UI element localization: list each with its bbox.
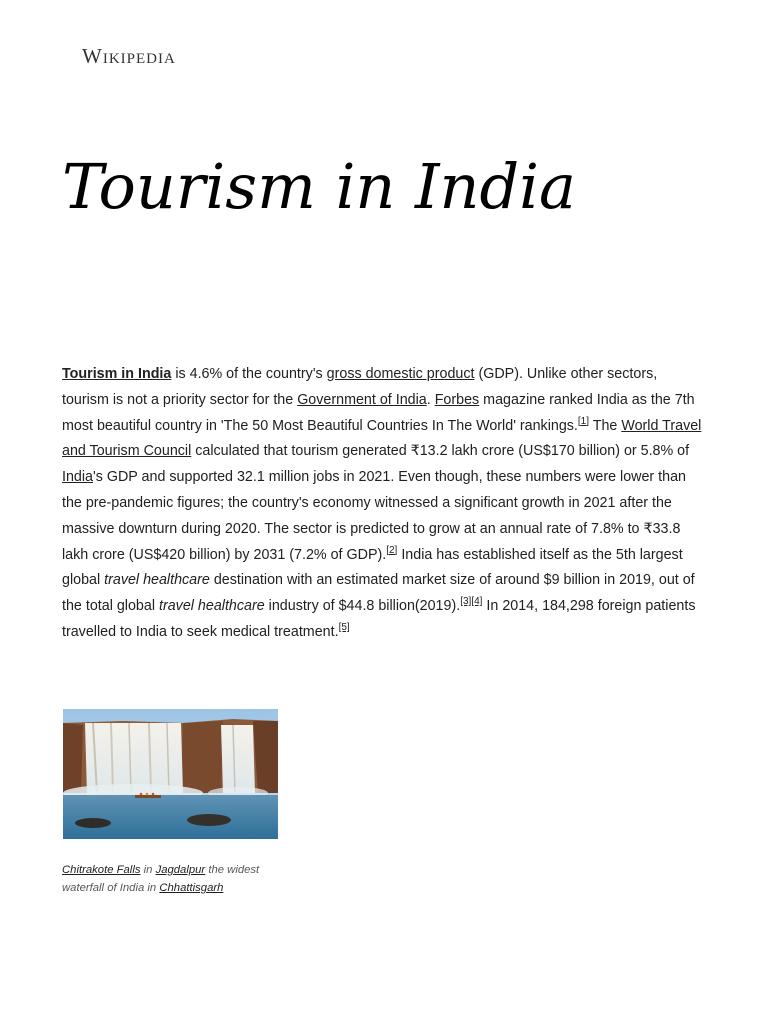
text-run: (GDP). Unlike other sectors, tourism is not a priority sector for the xyxy=(62,366,658,408)
article-link[interactable]: World Travel and Tourism Council xyxy=(62,417,702,460)
text-run: the widest waterfall of India in xyxy=(62,864,260,894)
article-link[interactable]: gross domestic product xyxy=(326,366,475,382)
text-run: is 4.6% of the country's xyxy=(171,366,327,382)
citation-link[interactable]: [3] xyxy=(460,596,472,608)
italic-text: travel healthcare xyxy=(158,598,265,615)
article-link[interactable]: Government of India xyxy=(297,391,427,408)
text-run: India has established itself as the 5th largest global xyxy=(62,546,683,589)
text-run: The xyxy=(589,417,622,434)
italic-text: travel healthcare xyxy=(104,572,210,589)
text-run: in xyxy=(140,864,156,876)
citation-sup xyxy=(460,596,471,607)
waterfall-image[interactable] xyxy=(63,709,278,839)
citation-sup xyxy=(339,622,350,633)
wikipedia-logo[interactable]: Wikipedia xyxy=(82,44,176,68)
text-run: In 2014, 184,298 foreign patients travelled to India to seek medical treatment. xyxy=(62,598,696,640)
citation-link[interactable]: [5] xyxy=(338,622,350,634)
text-run: . xyxy=(426,391,435,408)
article-subject-link[interactable]: Tourism in India xyxy=(62,366,172,382)
text-run: calculated that tourism generated ₹13.2 lakh crore (US$170 billion) or 5.8% of xyxy=(191,443,690,460)
citation-sup xyxy=(471,596,482,607)
page-title: Tourism in India xyxy=(62,150,576,223)
text-run: 's GDP and supported 32.1 million jobs in 2021. Even though, these numbers were lower than the pre-pandemic figures; the country's economy witnessed a significant growth in 2021 after the massive downturn during 2020. The sector is predicted to grow at an annual rate of 7.8% to ₹33.8 lakh crore (US$420 billion) by 2031 (7.2% of GDP). xyxy=(62,469,686,563)
citation-link[interactable]: [4] xyxy=(471,596,483,608)
text-run: industry of $44.8 billion(2019). xyxy=(264,598,461,615)
citation-sup xyxy=(578,416,589,427)
waterfall-photo xyxy=(63,709,278,839)
article-link[interactable]: India xyxy=(62,469,94,486)
citation-link[interactable]: [2] xyxy=(386,544,398,556)
article-link[interactable]: Jagdalpur xyxy=(155,864,206,876)
citation-sup xyxy=(386,545,397,556)
text-run: magazine ranked India as the 7th most beautiful country in 'The 50 Most Beautiful Countries In The World' rankings. xyxy=(62,391,695,434)
citation-link[interactable]: [1] xyxy=(577,415,590,427)
image-caption xyxy=(62,861,292,897)
article-link[interactable]: Chitrakote Falls xyxy=(62,864,141,876)
article-paragraph xyxy=(62,362,704,646)
article-link[interactable]: Forbes xyxy=(434,391,480,408)
text-run: destination with an estimated market size of around $9 billion in 2019, out of the total global xyxy=(62,572,695,615)
article-link[interactable]: Chhattisgarh xyxy=(159,882,224,894)
